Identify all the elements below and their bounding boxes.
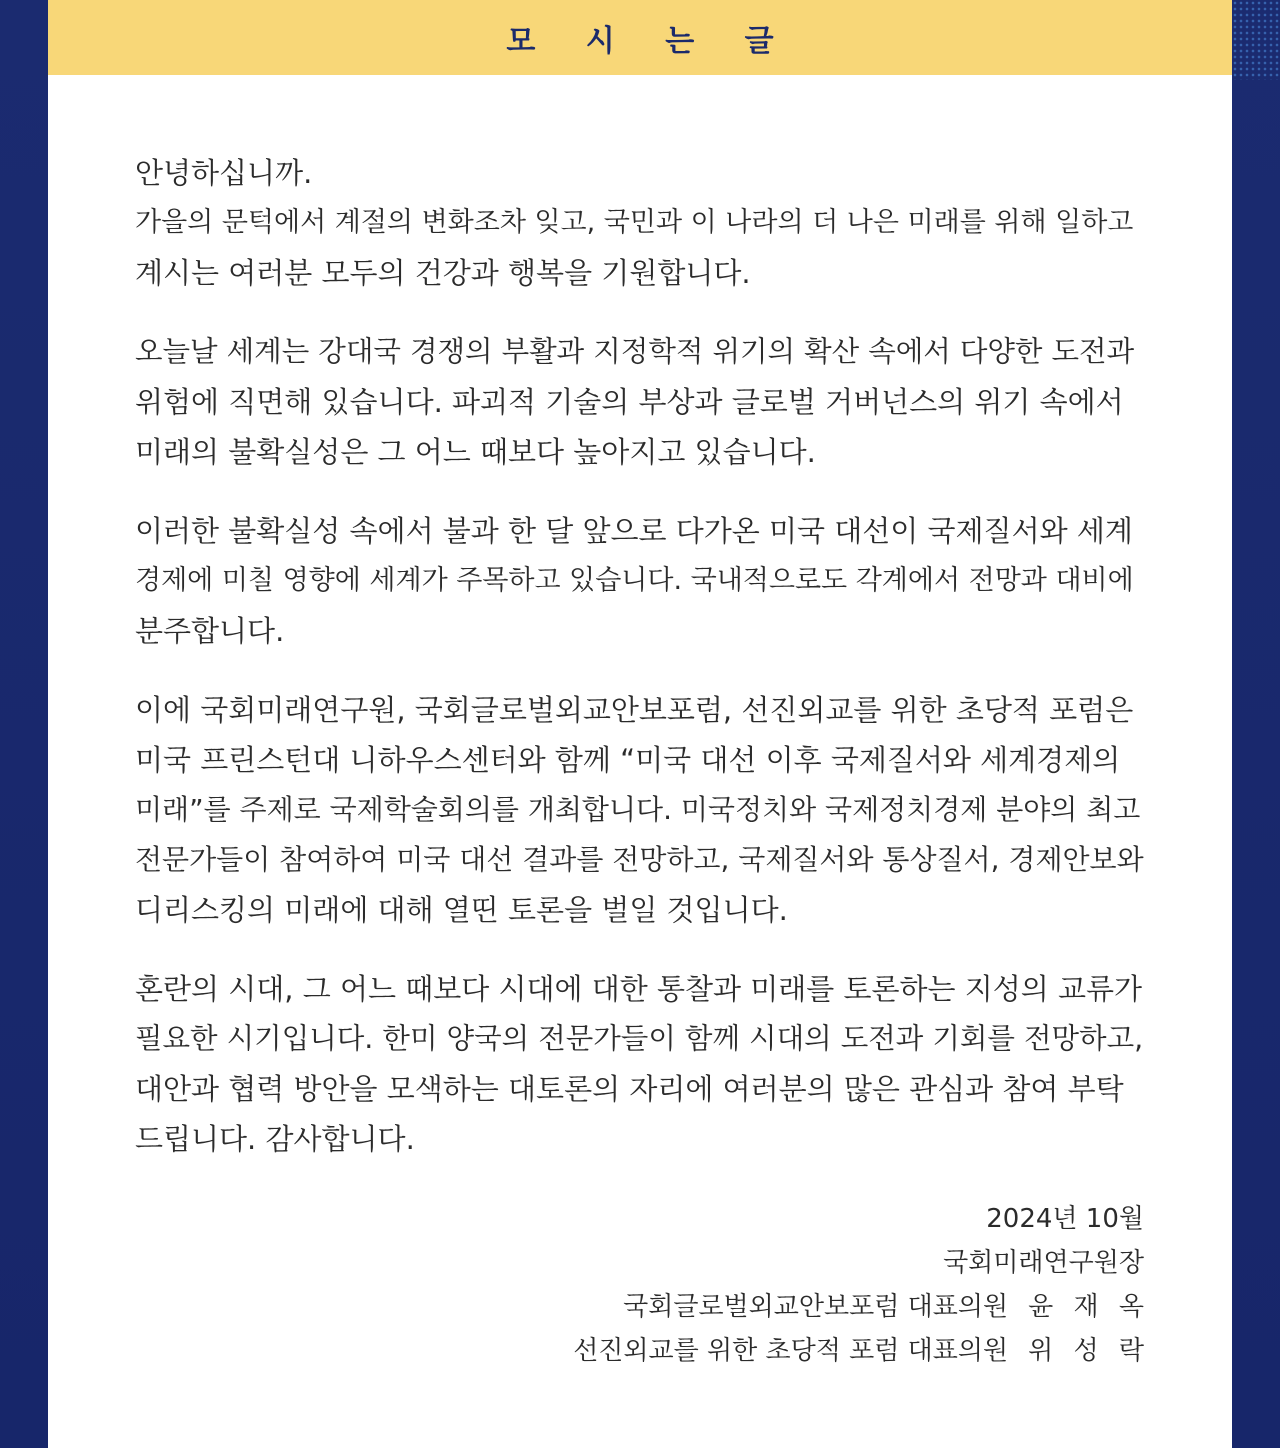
text-line: 이에 국회미래연구원, 국회글로벌외교안보포럼, 선진외교를 위한 초당적 포럼은: [135, 693, 1134, 727]
text-line: 안녕하십니까.: [135, 156, 313, 190]
text-line: 분주합니다.: [135, 614, 285, 648]
text-line: 오늘날 세계는 강대국 경쟁의 부활과 지정학적 위기의 확산 속에서 다양한 도전과: [135, 335, 1135, 368]
decorative-dot-pattern: [1232, 0, 1280, 80]
signature-institute-head: 국회미래연구원장: [943, 1248, 1144, 1278]
text-line: 드립니다. 감사합니다.: [135, 1122, 415, 1156]
signature-date: 2024년 10월: [986, 1204, 1144, 1234]
letter-sheet: [48, 0, 1232, 1448]
paragraph-greeting: [135, 148, 1145, 298]
text-line: 전문가들이 참여하여 미국 대선 결과를 전망하고, 국제질서와 통상질서, 경제안보와: [135, 843, 1144, 876]
text-line: 대안과 협력 방안을 모색하는 대토론의 자리에 여러분의 많은 관심과 참여 부탁: [135, 1072, 1124, 1106]
signature-org: 선진외교를 위한 초당적 포럼 대표의원: [573, 1336, 1009, 1366]
text-line: 가을의 문턱에서 계절의 변화조차 잊고, 국민과 이 나라의 더 나은 미래를 위해 일하고: [135, 207, 1134, 238]
text-line: 이러한 불확실성 속에서 불과 한 달 앞으로 다가온 미국 대선이 국제질서와 세계: [135, 514, 1133, 548]
text-line: 혼란의 시대, 그 어느 때보다 시대에 대한 통찰과 미래를 토론하는 지성의 교류가: [135, 972, 1143, 1006]
title-banner: [48, 0, 1232, 75]
text-line: 위험에 직면해 있습니다. 파괴적 기술의 부상과 글로벌 거버넌스의 위기 속에서: [135, 385, 1124, 419]
text-line: 미래”를 주제로 국제학술회의를 개최합니다. 미국정치와 국제정치경제 분야의 최고: [135, 793, 1141, 826]
letter-body: [135, 148, 1145, 1164]
text-line: 미래의 불확실성은 그 어느 때보다 높아지고 있습니다.: [135, 435, 816, 469]
signature-person-name: 위 성 락: [1028, 1336, 1150, 1366]
text-line: 경제에 미칠 영향에 세계가 주목하고 있습니다. 국내적으로도 각계에서 전망과 대비에: [135, 565, 1134, 596]
page-title: 모 시 는 글: [506, 23, 794, 59]
signature-org: 국회글로벌외교안보포럼 대표의원: [623, 1292, 1009, 1322]
text-line: 계시는 여러분 모두의 건강과 행복을 기원합니다.: [135, 256, 751, 290]
text-line: 미국 프린스턴대 니하우스센터와 함께 “미국 대선 이후 국제질서와 세계경제의: [135, 743, 1121, 777]
paragraph-closing: [135, 964, 1145, 1164]
signature-diplomacy-forum-representative: [573, 1329, 1150, 1373]
paragraph-world-situation: [135, 327, 1145, 477]
signature-block: [573, 1197, 1150, 1373]
signature-forum-representative: [573, 1285, 1150, 1329]
signature-person-name: 윤 재 옥: [1028, 1292, 1150, 1322]
text-line: 디리스킹의 미래에 대해 열띤 토론을 벌일 것입니다.: [135, 893, 788, 927]
paragraph-us-election: [135, 506, 1145, 656]
paragraph-conference: [135, 685, 1145, 935]
text-line: 필요한 시기입니다. 한미 양국의 전문가들이 함께 시대의 도전과 기회를 전망하고,: [135, 1022, 1144, 1055]
